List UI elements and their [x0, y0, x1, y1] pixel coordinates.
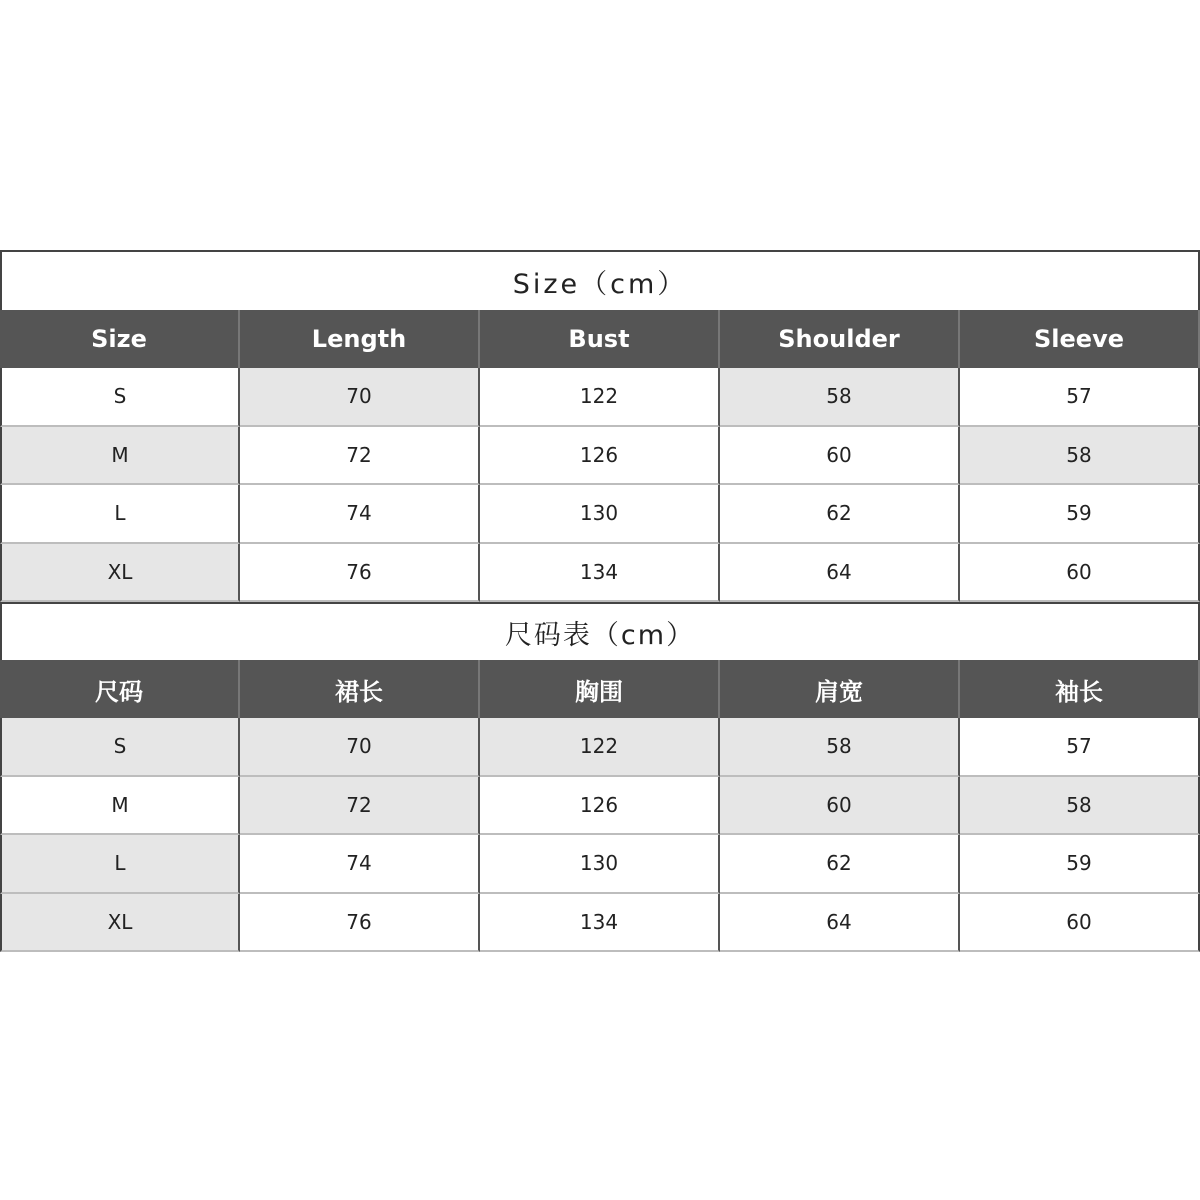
- size-en-table-cell: 76: [240, 544, 480, 603]
- size-table-en: [0, 310, 1200, 602]
- size-en-table-cell: 126: [480, 427, 720, 486]
- size-en-table-cell: L: [0, 485, 240, 544]
- size-chart: [0, 250, 1200, 952]
- size-en-table-cell: M: [0, 427, 240, 486]
- size-en-table-cell: 70: [240, 368, 480, 427]
- size-cn-table-cell: L: [0, 835, 240, 894]
- size-cn-header-cell: 裙长: [240, 660, 480, 718]
- size-en-table-cell: 64: [720, 544, 960, 603]
- size-cn-table-cell: 60: [960, 894, 1200, 953]
- size-cn-table-cell: S: [0, 718, 240, 777]
- size-cn-table-cell: 64: [720, 894, 960, 953]
- size-en-header-cell: Shoulder: [720, 310, 960, 368]
- size-en-table-cell: 74: [240, 485, 480, 544]
- size-cn-table-cell: 74: [240, 835, 480, 894]
- size-cn-table-cell: 122: [480, 718, 720, 777]
- size-cn-table-cell: 59: [960, 835, 1200, 894]
- size-cn-header-cell: 尺码: [0, 660, 240, 718]
- size-en-table-cell: 130: [480, 485, 720, 544]
- size-cn-table-cell: 130: [480, 835, 720, 894]
- size-en-header-cell: Sleeve: [960, 310, 1200, 368]
- size-cn-table-cell: XL: [0, 894, 240, 953]
- size-cn-table-cell: 62: [720, 835, 960, 894]
- size-chart-title-cn: 尺码表（cm）: [0, 602, 1200, 660]
- size-en-table-cell: 62: [720, 485, 960, 544]
- size-cn-table-cell: 58: [720, 718, 960, 777]
- size-en-table-cell: 58: [960, 427, 1200, 486]
- size-chart-title: Size（cm）: [0, 252, 1200, 310]
- size-en-header-cell: Length: [240, 310, 480, 368]
- size-en-table-cell: 72: [240, 427, 480, 486]
- size-en-table-cell: S: [0, 368, 240, 427]
- size-cn-table-cell: 70: [240, 718, 480, 777]
- size-en-table-cell: 122: [480, 368, 720, 427]
- size-cn-table-cell: M: [0, 777, 240, 836]
- size-en-table-cell: 60: [960, 544, 1200, 603]
- size-cn-table-cell: 134: [480, 894, 720, 953]
- size-en-table-cell: 59: [960, 485, 1200, 544]
- size-en-header-cell: Size: [0, 310, 240, 368]
- size-table-cn: [0, 660, 1200, 952]
- size-cn-header-cell: 胸围: [480, 660, 720, 718]
- size-cn-table-cell: 57: [960, 718, 1200, 777]
- size-en-table-cell: 134: [480, 544, 720, 603]
- size-en-table-cell: 58: [720, 368, 960, 427]
- size-cn-table-cell: 60: [720, 777, 960, 836]
- size-cn-table-cell: 76: [240, 894, 480, 953]
- size-cn-table-cell: 58: [960, 777, 1200, 836]
- size-cn-table-cell: 72: [240, 777, 480, 836]
- size-cn-header-cell: 袖长: [960, 660, 1200, 718]
- size-en-table-cell: 60: [720, 427, 960, 486]
- size-cn-header-cell: 肩宽: [720, 660, 960, 718]
- size-en-table-cell: XL: [0, 544, 240, 603]
- size-en-header-cell: Bust: [480, 310, 720, 368]
- size-en-table-cell: 57: [960, 368, 1200, 427]
- size-cn-table-cell: 126: [480, 777, 720, 836]
